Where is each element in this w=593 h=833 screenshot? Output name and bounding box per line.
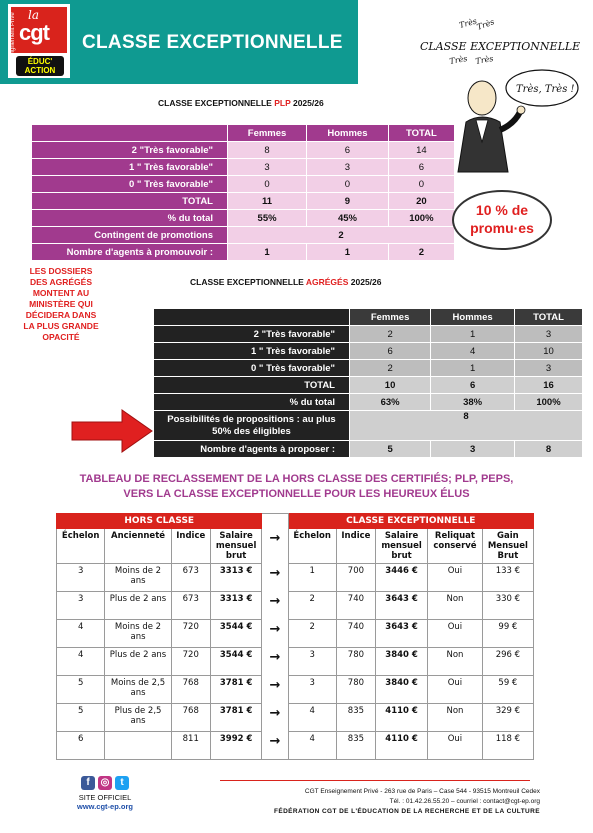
arrow-icon: → xyxy=(262,592,288,620)
table-row: % du total 55% 45% 100% xyxy=(32,210,455,227)
table-row: 2 "Très favorable" 2 1 3 xyxy=(154,326,583,343)
table-row: 4 Plus de 2 ans 720 3544 € → 3 780 3840 € Non 296 € xyxy=(57,648,534,676)
ten-percent-bubble: 10 % de promu·es xyxy=(452,190,552,250)
agreges-side-note: LES DOSSIERS DES AGRÉGÉS MONTENT AU MINISTÈRE QUI DÉCIDERA DANS LA PLUS GRANDE OPACITÉ xyxy=(23,266,99,342)
cartoon-top-text: CLASSE EXCEPTIONNELLE xyxy=(420,40,581,53)
table-row: Nombre d'agents à promouvoir : 1 1 2 xyxy=(32,244,455,261)
arrow-icon: → xyxy=(262,529,288,564)
page-title: CLASSE EXCEPTIONNELLE xyxy=(82,32,343,53)
arrow-icon: → xyxy=(262,620,288,648)
table-row: Possibilités de propositions : au plus 50% des éligibles 8 xyxy=(154,411,583,441)
agreges-table: Femmes Hommes TOTAL 2 "Très favorable" 2 1 3 1 " Très favorable" 6 4 10 0 " Très favorable" 2 1 3 TOTAL 10 6 16 % du total 63% 38% 100% Possibilités de propositions : au plus 50% des éligibles 8 Nombre d'agents à proposer : 5 3 8 xyxy=(153,308,583,458)
table-row: 4 Moins de 2 ans 720 3544 € → 2 740 3643 € Oui 99 € xyxy=(57,620,534,648)
arrow-icon: → xyxy=(262,564,288,592)
logo-la: la xyxy=(28,8,39,22)
table-row: TOTAL 10 6 16 xyxy=(154,377,583,394)
classe-exceptionnelle-caption: CLASSE EXCEPTIONNELLE xyxy=(288,514,534,529)
table-row: TOTAL 11 9 20 xyxy=(32,193,455,210)
arrow-icon: → xyxy=(262,648,288,676)
table-row: Nombre d'agents à proposer : 5 3 8 xyxy=(154,441,583,458)
logo-educ-action: ÉDUC' ACTION xyxy=(16,56,64,76)
agreges-title: CLASSE EXCEPTIONNELLE AGRÉGÉS 2025/26 xyxy=(190,277,382,287)
svg-text:Très: Très xyxy=(458,16,478,30)
twitter-icon[interactable]: t xyxy=(115,776,129,790)
table-row: 0 " Très favorable" 0 0 0 xyxy=(32,176,455,193)
logo-side-text: Enseignement Privé xyxy=(10,12,16,66)
table-row: 1 " Très favorable" 3 3 6 xyxy=(32,159,455,176)
red-arrow-icon xyxy=(70,408,154,454)
cgt-logo xyxy=(8,4,70,78)
svg-text:Très: Très xyxy=(448,53,469,66)
table-row: 3 Moins de 2 ans 673 3313 € → 1 700 3446 € Oui 133 € xyxy=(57,564,534,592)
instagram-icon[interactable]: ◎ xyxy=(98,776,112,790)
table-row: 5 Plus de 2,5 ans 768 3781 € → 4 835 4110 € Non 329 € xyxy=(57,704,534,732)
table-row: 3 Plus de 2 ans 673 3313 € → 2 740 3643 € Non 330 € xyxy=(57,592,534,620)
table-row: 6 811 3992 € → 4 835 4110 € Oui 118 € xyxy=(57,732,534,760)
table-row: 5 Moins de 2,5 ans 768 3781 € → 3 780 3840 € Oui 59 € xyxy=(57,676,534,704)
reclassement-table: HORS CLASSE CLASSE EXCEPTIONNELLE Échelon Ancienneté Indice Salaire mensuel brut → Échelon Indice Salaire mensuel brut Reliquat conservé Gain Mensuel Brut 3 Moins de 2 ans 673 3313 € → 1 700 3446 € Oui 133 € 3 Plus de 2 ans 673 3313 € → 2 740 3643 € Non 330 € 4 Moins de 2 ans 720 3544 € → 2 740 3643 € Oui 99 € 4 Plus de 2 ans 720 3544 € → 3 780 3840 € Non 296 € 5 Moins de 2,5 ans 768 3781 € → 3 780 3840 € Oui 59 € 5 Plus de 2,5 ans 768 3781 € → 4 835 4110 € Non 329 € 6 811 3992 € → 4 835 4110 € Oui 118 € xyxy=(56,513,534,760)
arrow-icon: → xyxy=(262,732,288,760)
table-row: % du total 63% 38% 100% xyxy=(154,394,583,411)
arrow-icon: → xyxy=(262,704,288,732)
svg-text:Très: Très xyxy=(475,17,496,32)
table-row: 2 "Très favorable" 8 6 14 xyxy=(32,142,455,159)
arrow-icon: → xyxy=(262,676,288,704)
table-row: 0 " Très favorable" 2 1 3 xyxy=(154,360,583,377)
logo-cgt: cgt xyxy=(19,20,49,45)
footer-contact: CGT Enseignement Privé - 263 rue de Paris – Case 544 - 93515 Montreuil Cedex Tél. : 01.42.26.55.20 – courriel : contact@cgt-ep.org FÉDÉRATION CGT DE L'ÉDUCATION DE LA RECHERCHE ET DE LA CULTURE xyxy=(273,788,540,815)
footer-divider xyxy=(220,780,530,781)
svg-text:Très: Très xyxy=(474,53,495,66)
plp-title: CLASSE EXCEPTIONNELLE PLP 2025/26 xyxy=(158,98,324,108)
reclassement-title: TABLEAU DE RECLASSEMENT DE LA HORS CLASSE DES CERTIFIÉS; PLP, PEPS, VERS LA CLASSE EXCEPTIONNELLE POUR LES HEUREUX ÉLUS xyxy=(79,473,514,500)
facebook-icon[interactable]: f xyxy=(81,776,95,790)
site-url-link[interactable]: www.cgt-ep.org xyxy=(77,802,133,811)
table-row: Contingent de promotions 2 xyxy=(32,227,455,244)
table-row: 1 " Très favorable" 6 4 10 xyxy=(154,343,583,360)
hors-classe-caption: HORS CLASSE xyxy=(57,514,262,529)
site-label: SITE OFFICIEL xyxy=(78,793,132,802)
cartoon-speech: Très, Très ! xyxy=(516,84,575,95)
plp-table: Femmes Hommes TOTAL 2 "Très favorable" 8 6 14 1 " Très favorable" 3 3 6 0 " Très favorable" 0 0 0 TOTAL 11 9 20 % du total 55% 45% 100% Contingent de promotions 2 Nombre d'agents à promouvoir : 1 1 2 xyxy=(31,124,455,261)
header-banner xyxy=(0,0,358,84)
footer-site xyxy=(70,776,140,811)
